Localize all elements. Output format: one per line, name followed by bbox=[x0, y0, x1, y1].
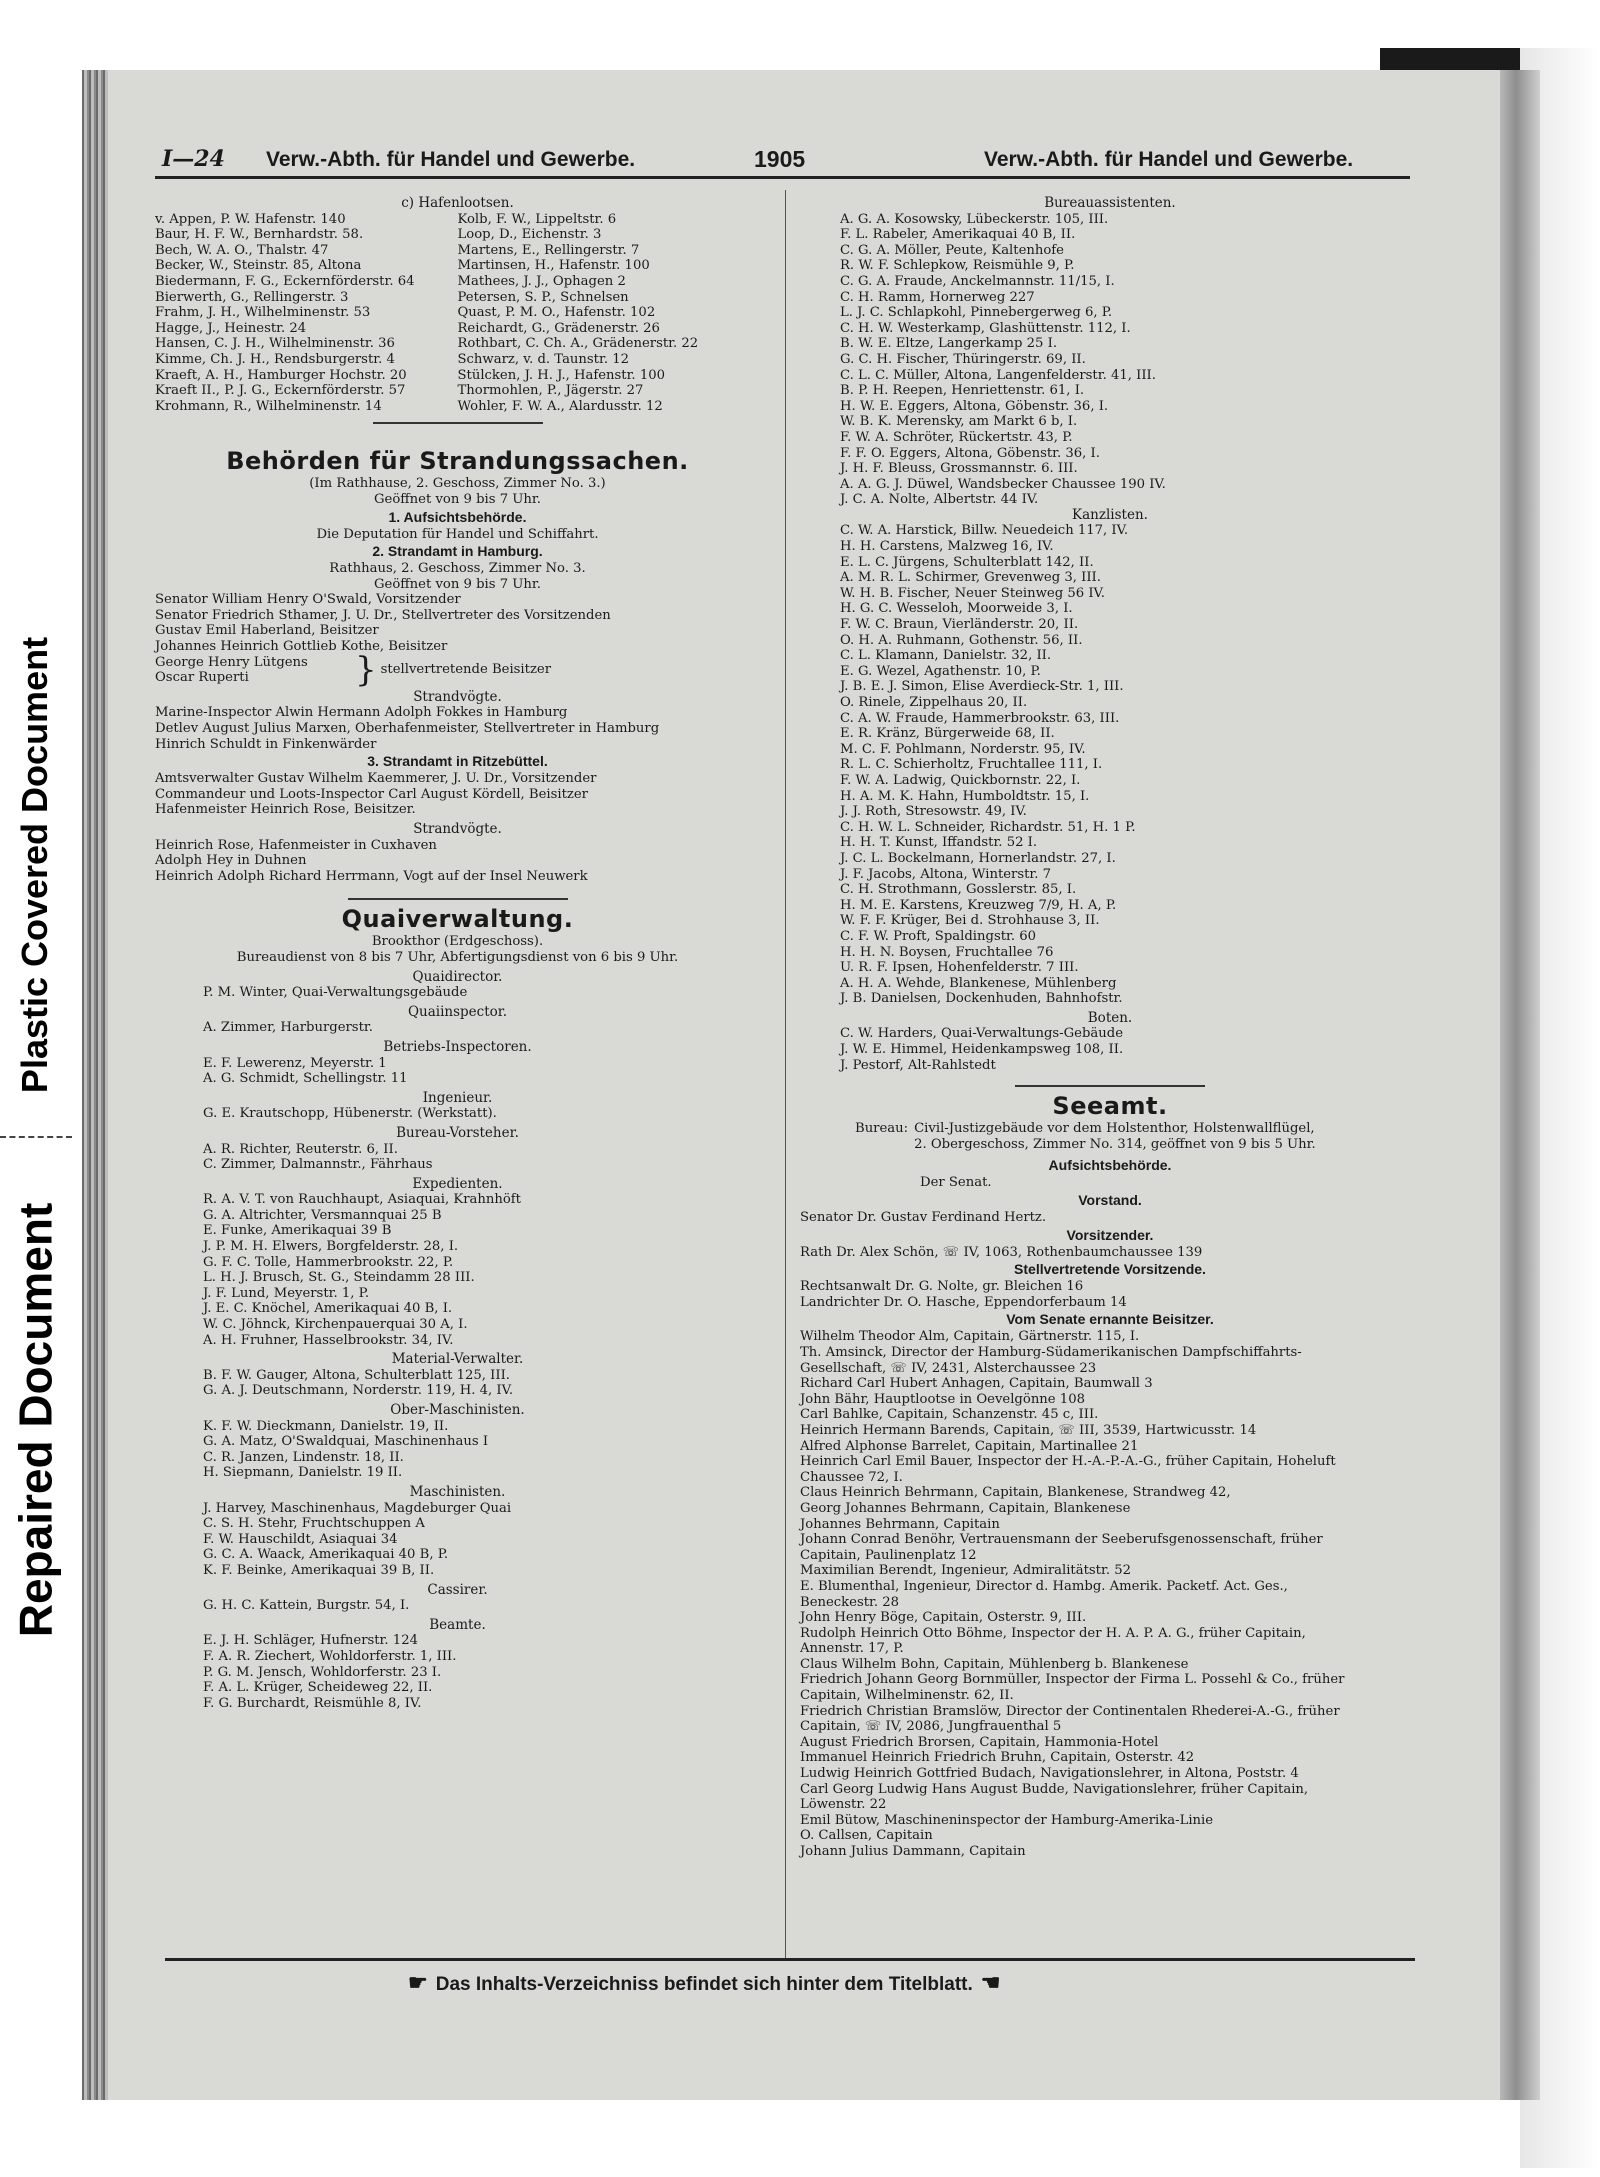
list-item: G. A. Matz, O'Swaldquai, Maschinenhaus I bbox=[203, 1434, 489, 1450]
quai-role-list bbox=[155, 1368, 760, 1399]
list-item: J. Pestorf, Alt-Rahlstedt bbox=[840, 1057, 996, 1073]
list-item: A. G. Schmidt, Schellingstr. 11 bbox=[203, 1071, 408, 1087]
list-item: C. S. H. Stehr, Fruchtschuppen A bbox=[203, 1516, 425, 1532]
list-item: W. H. B. Fischer, Neuer Steinweg 56 IV. bbox=[840, 585, 1105, 601]
list-item: Landrichter Dr. O. Hasche, Eppendorferbaum 14 bbox=[800, 1294, 1127, 1310]
list-item: G. C. A. Waack, Amerikaquai 40 B, P. bbox=[203, 1547, 449, 1563]
list-item: C. L. Klamann, Danielstr. 32, II. bbox=[840, 648, 1052, 664]
strandvoegte-list bbox=[155, 705, 760, 752]
section-rule bbox=[373, 422, 543, 424]
list-item: Bierwerth, G., Rellingerstr. 3 bbox=[155, 289, 349, 305]
strandvoegte2-list bbox=[155, 838, 760, 885]
list-item: Rothbart, C. Ch. A., Grädenerstr. 22 bbox=[457, 336, 699, 352]
list-item: G. A. J. Deutschmann, Norderstr. 119, H. 4, IV. bbox=[203, 1383, 514, 1399]
list-item: John Henry Böge, Capitain, Osterstr. 9, III. bbox=[800, 1610, 1087, 1626]
seeamt-bureau-label: Bureau: bbox=[855, 1121, 909, 1137]
quai-role-heading: Ingenieur. bbox=[422, 1089, 493, 1106]
header-left-title: Verw.-Abth. für Handel und Gewerbe. bbox=[266, 148, 636, 171]
list-item: C. H. W. L. Schneider, Richardstr. 51, H. 1 P. bbox=[840, 819, 1136, 835]
list-item: F. W. A. Schröter, Rückertstr. 43, P. bbox=[840, 429, 1073, 445]
list-item: F. A. L. Krüger, Scheideweg 22, II. bbox=[203, 1680, 433, 1696]
quai-role-list bbox=[155, 985, 760, 1001]
quai-role-list bbox=[155, 1598, 760, 1614]
list-item: H. W. E. Eggers, Altona, Göbenstr. 36, I. bbox=[840, 398, 1109, 414]
list-item: M. C. F. Pohlmann, Norderstr. 95, IV. bbox=[840, 741, 1086, 757]
hamburg-members bbox=[155, 592, 760, 654]
pointing-hand-right-icon: ☛ bbox=[408, 1970, 428, 1995]
vorstand-heading: Vorstand. bbox=[1078, 1192, 1142, 1209]
list-item: Hafenmeister Heinrich Rose, Beisitzer. bbox=[155, 802, 416, 818]
list-item: Th. Amsinck, Director der Hamburg-Südamerikanischen Dampfschiffahrts- bbox=[800, 1345, 1302, 1360]
list-item: O. H. A. Ruhmann, Gothenstr. 56, II. bbox=[840, 632, 1083, 648]
list-item: v. Appen, P. W. Hafenstr. 140 bbox=[155, 211, 346, 227]
list-item: Claus Wilhelm Bohn, Capitain, Mühlenberg b. Blankenese bbox=[800, 1656, 1189, 1672]
list-item: Detlev August Julius Marxen, Oberhafenmeister, Stellvertreter in Hamburg bbox=[155, 721, 660, 737]
footer-rule bbox=[165, 1958, 1415, 1961]
list-item: G. A. Altrichter, Versmannquai 25 B bbox=[203, 1207, 442, 1223]
list-item: Marine-Inspector Alwin Hermann Adolph Fokkes in Hamburg bbox=[155, 705, 568, 721]
list-item: J. C. L. Bockelmann, Hornerlandstr. 27, I. bbox=[840, 850, 1116, 866]
list-item: Carl Bahlke, Capitain, Schanzenstr. 45 c, III. bbox=[800, 1407, 1099, 1423]
list-item: K. F. W. Dieckmann, Danielstr. 19, II. bbox=[203, 1418, 449, 1434]
list-item: Johannes Heinrich Gottlieb Kothe, Beisitzer bbox=[155, 639, 448, 655]
vorsitzender-heading: Vorsitzender. bbox=[1066, 1226, 1154, 1243]
list-item: Hinrich Schuldt in Finkenwärder bbox=[155, 736, 377, 752]
list-item: Capitain, ☏ IV, 2086, Jungfrauenthal 5 bbox=[800, 1719, 1062, 1735]
quai-role-heading: Quaiinspector. bbox=[407, 1003, 508, 1020]
header-rule bbox=[155, 176, 1410, 179]
quai-role-heading: Beamte. bbox=[429, 1616, 486, 1633]
list-item: J. J. Roth, Stresowstr. 49, IV. bbox=[840, 804, 1027, 820]
quai-role-heading: Cassirer. bbox=[427, 1581, 488, 1598]
list-item: Wilhelm Theodor Alm, Capitain, Gärtnerstr. 115, I. bbox=[800, 1329, 1140, 1345]
list-item: Civil-Justizgebäude vor dem Holstenthor, Holstenwallflügel, bbox=[914, 1121, 1315, 1137]
list-item: F. W. A. Ladwig, Quickbornstr. 22, I. bbox=[840, 772, 1081, 788]
list-item: B. F. W. Gauger, Altona, Schulterblatt 125, III. bbox=[203, 1367, 510, 1383]
section-rule bbox=[1015, 1085, 1205, 1087]
list-item: C. R. Janzen, Lindenstr. 18, II. bbox=[203, 1449, 404, 1465]
brace-group bbox=[155, 650, 760, 691]
list-item: Beneckestr. 28 bbox=[800, 1594, 900, 1610]
list-item: Löwenstr. 22 bbox=[800, 1797, 887, 1813]
hafenlootsen-left bbox=[155, 212, 458, 415]
list-item: A. M. R. L. Schirmer, Grevenweg 3, III. bbox=[840, 570, 1101, 586]
list-item: P. M. Winter, Quai-Verwaltungsgebäude bbox=[203, 985, 468, 1001]
quai-hours: Bureaudienst von 8 bis 7 Uhr, Abfertigungsdienst von 6 bis 9 Uhr. bbox=[236, 949, 679, 965]
list-item: F. A. R. Ziechert, Wohldorferstr. 1, III. bbox=[203, 1648, 457, 1664]
list-item: Schwarz, v. d. Taunstr. 12 bbox=[457, 351, 629, 367]
list-item: Oscar Ruperti bbox=[155, 670, 249, 686]
list-item: Senator William Henry O'Swald, Vorsitzender bbox=[155, 592, 461, 608]
page-right-edge bbox=[1500, 70, 1540, 2100]
aufsicht-text: Die Deputation für Handel und Schiffahrt. bbox=[316, 526, 599, 542]
list-item: H. A. M. K. Hahn, Humboldtstr. 15, I. bbox=[840, 788, 1090, 804]
plastic-covered-label: Plastic Covered Document bbox=[14, 636, 56, 1094]
quai-role-list bbox=[155, 1192, 760, 1348]
list-item: A. G. A. Kosowsky, Lübeckerstr. 105, III. bbox=[840, 211, 1109, 227]
list-item: Bech, W. A. O., Thalstr. 47 bbox=[155, 242, 329, 258]
list-item: Petersen, S. P., Schnelsen bbox=[457, 289, 629, 305]
list-item: B. W. E. Eltze, Langerkamp 25 I. bbox=[840, 336, 1058, 352]
list-item: Immanuel Heinrich Friedrich Bruhn, Capitain, Osterstr. 42 bbox=[800, 1750, 1195, 1766]
list-item: Adolph Hey in Duhnen bbox=[155, 853, 307, 869]
list-item: Kimme, Ch. J. H., Rendsburgerstr. 4 bbox=[155, 351, 395, 367]
list-item: Capitain, Paulinenplatz 12 bbox=[800, 1547, 977, 1563]
list-item: J. F. Lund, Meyerstr. 1, P. bbox=[203, 1285, 370, 1301]
list-item: C. G. A. Möller, Peute, Kaltenhofe bbox=[840, 242, 1064, 258]
boten-heading: Boten. bbox=[1087, 1009, 1133, 1026]
stellv-list bbox=[800, 1279, 1420, 1310]
seeamt-aufsicht: Der Senat. bbox=[920, 1175, 992, 1191]
list-item: G. F. C. Tolle, Hammerbrookstr. 22, P. bbox=[203, 1254, 454, 1270]
quai-role-heading: Ober-Maschinisten. bbox=[390, 1402, 525, 1418]
column-divider bbox=[785, 190, 786, 1960]
hamburg-heading: 2. Strandamt in Hamburg. bbox=[372, 543, 543, 560]
list-item: A. R. Richter, Reuterstr. 6, II. bbox=[203, 1141, 398, 1157]
list-item: Richard Carl Hubert Anhagen, Capitain, Baumwall 3 bbox=[800, 1376, 1153, 1392]
list-item: Heinrich Hermann Barends, Capitain, ☏ III, 3539, Hartwicusstr. 14 bbox=[800, 1422, 1257, 1438]
list-item: Senator Friedrich Sthamer, J. U. Dr., Stellvertreter des Vorsitzenden bbox=[155, 607, 611, 623]
list-item: J. E. C. Knöchel, Amerikaquai 40 B, I. bbox=[203, 1301, 453, 1317]
senat-list bbox=[800, 1329, 1420, 1859]
hamburg-hours: Geöffnet von 9 bis 7 Uhr. bbox=[374, 576, 541, 592]
list-item: B. P. H. Reepen, Henriettenstr. 61, I. bbox=[840, 383, 1085, 399]
list-item: Biedermann, F. G., Eckernförderstr. 64 bbox=[155, 273, 415, 289]
list-item: August Friedrich Brorsen, Capitain, Hammonia-Hotel bbox=[800, 1734, 1159, 1750]
list-item: W. C. Jöhnck, Kirchenpauerquai 30 A, I. bbox=[203, 1317, 468, 1333]
list-item: P. G. M. Jensch, Wohldorferstr. 23 I. bbox=[203, 1664, 442, 1680]
list-item: Reichardt, G., Grädenerstr. 26 bbox=[457, 320, 660, 336]
list-item: F. W. C. Braun, Vierländerstr. 20, II. bbox=[840, 617, 1079, 633]
list-item: Mathees, J. J., Ophagen 2 bbox=[457, 273, 626, 289]
list-item: A. Zimmer, Harburgerstr. bbox=[203, 1020, 373, 1036]
list-item: Heinrich Rose, Hafenmeister in Cuxhaven bbox=[155, 837, 437, 853]
senat-heading: Vom Senate ernannte Beisitzer. bbox=[1006, 1311, 1214, 1328]
list-item: C. W. Harders, Quai-Verwaltungs-Gebäude bbox=[840, 1026, 1124, 1042]
vorsitzender-text: Rath Dr. Alex Schön, ☏ IV, 1063, Rothenbaumchaussee 139 bbox=[800, 1244, 1203, 1260]
list-item: F. G. Burchardt, Reismühle 8, IV. bbox=[203, 1695, 422, 1711]
list-item: O. Rinele, Zippelhaus 20, II. bbox=[840, 695, 1028, 710]
list-item: Kraeft II., P. J. G., Eckernförderstr. 57 bbox=[155, 383, 406, 399]
list-item: H. M. E. Karstens, Kreuzweg 7/9, H. A, P. bbox=[840, 897, 1117, 913]
ritze-members bbox=[155, 771, 760, 818]
left-column bbox=[155, 196, 760, 1711]
stellv-heading: Stellvertretende Vorsitzende. bbox=[1014, 1261, 1206, 1278]
list-item: C. Zimmer, Dalmannstr., Fährhaus bbox=[203, 1157, 433, 1173]
hafenlootsen-right bbox=[458, 212, 761, 415]
assistenten-list bbox=[800, 212, 1420, 508]
list-item: Georg Johannes Behrmann, Capitain, Blankenese bbox=[800, 1500, 1131, 1516]
list-item: L. H. J. Brusch, St. G., Steindamm 28 III. bbox=[203, 1270, 475, 1286]
pointing-hand-left-icon: ☚ bbox=[980, 1970, 1001, 1995]
list-item: U. R. F. Ipsen, Hohenfelderstr. 7 III. bbox=[840, 960, 1079, 976]
list-item: Ludwig Heinrich Gottfried Budach, Navigationslehrer, in Altona, Poststr. 4 bbox=[800, 1766, 1299, 1782]
list-item: C. W. A. Harstick, Billw. Neuedeich 117, IV. bbox=[840, 523, 1129, 539]
page-binding-edge bbox=[82, 70, 108, 2100]
list-item: Kraeft, A. H., Hamburger Hochstr. 20 bbox=[155, 367, 407, 383]
list-item: Heinrich Adolph Richard Herrmann, Vogt auf der Insel Neuwerk bbox=[155, 868, 588, 884]
list-item: J. C. A. Nolte, Albertstr. 44 IV. bbox=[840, 492, 1039, 508]
list-item: A. H. A. Wehde, Blankenese, Mühlenberg bbox=[840, 975, 1117, 991]
list-item: Martens, E., Rellingerstr. 7 bbox=[457, 242, 640, 258]
list-item: W. F. F. Krüger, Bei d. Strohhause 3, II. bbox=[840, 913, 1100, 929]
list-item: R. A. V. T. von Rauchhaupt, Asiaquai, Krahnhöft bbox=[203, 1192, 521, 1208]
quai-role-list bbox=[155, 1020, 760, 1036]
list-item: E. Funke, Amerikaquai 39 B bbox=[203, 1223, 392, 1239]
list-item: E. F. Lewerenz, Meyerstr. 1 bbox=[203, 1055, 387, 1071]
list-item: Stülcken, J. H. J., Hafenstr. 100 bbox=[457, 367, 665, 383]
list-item: F. F. O. Eggers, Altona, Göbenstr. 36, I. bbox=[840, 445, 1100, 461]
list-item: C. L. C. Müller, Altona, Langenfelderstr. 41, III. bbox=[840, 367, 1156, 383]
list-item: J. F. Jacobs, Altona, Winterstr. 7 bbox=[840, 866, 1052, 882]
list-item: J. B. Danielsen, Dockenhuden, Bahnhofstr. bbox=[840, 991, 1123, 1007]
list-item: Emil Bütow, Maschineninspector der Hamburg-Amerika-Linie bbox=[800, 1812, 1214, 1828]
footer-note bbox=[400, 1970, 1009, 1996]
list-item: E. J. H. Schläger, Hufnerstr. 124 bbox=[203, 1633, 418, 1649]
list-item: Krohmann, R., Wilhelminenstr. 14 bbox=[155, 398, 382, 414]
list-item: J. Harvey, Maschinenhaus, Magdeburger Quai bbox=[203, 1500, 512, 1516]
list-item: Wohler, F. W. A., Alardusstr. 12 bbox=[457, 398, 663, 414]
right-column bbox=[800, 196, 1420, 1860]
quai-role-list bbox=[155, 1501, 760, 1579]
quai-role-heading: Betriebs-Inspectoren. bbox=[383, 1038, 532, 1055]
footer-text: Das Inhalts-Verzeichniss befindet sich hinter dem Titelblatt. bbox=[435, 1974, 973, 1995]
brace-text: stellvertretende Beisitzer bbox=[380, 662, 552, 678]
list-item: Annenstr. 17, P. bbox=[800, 1641, 904, 1657]
list-item: Alfred Alphonse Barrelet, Capitain, Martinallee 21 bbox=[800, 1438, 1139, 1454]
list-item: Gesellschaft, ☏ IV, 2431, Alsterchaussee 23 bbox=[800, 1360, 1097, 1376]
quai-title: Quaiverwaltung. bbox=[341, 905, 574, 934]
list-item: C. H. Ramm, Hornerweg 227 bbox=[840, 289, 1035, 305]
list-item: Hagge, J., Heinestr. 24 bbox=[155, 320, 307, 336]
list-item: C. F. W. Proft, Spaldingstr. 60 bbox=[840, 928, 1037, 944]
list-item: Friedrich Johann Georg Bornmüller, Inspector der Firma L. Possehl & Co., früher bbox=[800, 1672, 1345, 1688]
list-item: G. H. C. Kattein, Burgstr. 54, I. bbox=[203, 1598, 410, 1614]
list-item: Gustav Emil Haberland, Beisitzer bbox=[155, 623, 379, 639]
section-rule bbox=[348, 898, 568, 900]
quai-location: Brookthor (Erdgeschoss). bbox=[371, 934, 544, 950]
list-item: J. W. E. Himmel, Heidenkampsweg 108, II. bbox=[840, 1042, 1124, 1058]
list-item: H. H. N. Boysen, Fruchtallee 76 bbox=[840, 944, 1054, 960]
quai-role-list bbox=[155, 1056, 760, 1087]
list-item: R. W. F. Schlepkow, Reismühle 9, P. bbox=[840, 258, 1075, 274]
list-item: F. L. Rabeler, Amerikaquai 40 B, II. bbox=[840, 227, 1076, 243]
list-item: George Henry Lütgens bbox=[155, 654, 308, 670]
ritze-heading: 3. Strandamt in Ritzebüttel. bbox=[367, 753, 548, 770]
list-item: H. H. Carstens, Malzweg 16, IV. bbox=[840, 539, 1054, 555]
list-item: Johannes Behrmann, Capitain bbox=[800, 1516, 1000, 1532]
quai-role-list bbox=[155, 1633, 760, 1711]
quai-role-list bbox=[155, 1106, 760, 1122]
list-item: Johann Julius Dammann, Capitain bbox=[800, 1844, 1026, 1859]
seeamt-bureau bbox=[800, 1121, 1420, 1152]
list-item: Rechtsanwalt Dr. G. Nolte, gr. Bleichen 16 bbox=[800, 1279, 1084, 1295]
list-item: Amtsverwalter Gustav Wilhelm Kaemmerer, J. U. Dr., Vorsitzender bbox=[155, 771, 597, 787]
list-item: Capitain, Wilhelminenstr. 62, II. bbox=[800, 1688, 1014, 1704]
list-item: Hansen, C. J. H., Wilhelminenstr. 36 bbox=[155, 336, 395, 352]
list-item: A. H. Fruhner, Hasselbrookstr. 34, IV. bbox=[203, 1332, 454, 1348]
list-item: L. J. C. Schlapkohl, Pinnebergerweg 6, P. bbox=[840, 305, 1113, 321]
list-item: J. B. E. J. Simon, Elise Averdieck-Str. 1, III. bbox=[840, 679, 1124, 695]
list-item: H. Siepmann, Danielstr. 19 II. bbox=[203, 1465, 403, 1481]
list-item: G. C. H. Fischer, Thüringerstr. 69, II. bbox=[840, 351, 1086, 367]
page-header bbox=[162, 142, 1412, 178]
hamburg-location: Rathhaus, 2. Geschoss, Zimmer No. 3. bbox=[329, 561, 586, 577]
adjacent-page-fragment bbox=[1548, 150, 1600, 2050]
list-item: Loop, D., Eichenstr. 3 bbox=[457, 227, 602, 243]
quai-role-list bbox=[155, 1419, 760, 1481]
list-item: G. E. Krautschopp, Hübenerstr. (Werkstatt). bbox=[203, 1106, 497, 1122]
list-item: E. Blumenthal, Ingenieur, Director d. Hambg. Amerik. Packetf. Act. Ges., bbox=[800, 1578, 1288, 1594]
boten-list bbox=[800, 1026, 1420, 1073]
list-item: O. Callsen, Capitain bbox=[800, 1828, 933, 1844]
list-item: Quast, P. M. O., Hafenstr. 102 bbox=[457, 305, 656, 321]
list-item: A. A. G. J. Düwel, Wandsbecker Chaussee 190 IV. bbox=[840, 476, 1166, 492]
list-item: Becker, W., Steinstr. 85, Altona bbox=[155, 258, 362, 274]
list-item: C. G. A. Fraude, Anckelmannstr. 11/15, I. bbox=[840, 273, 1115, 289]
quai-role-heading: Quaidirector. bbox=[412, 968, 503, 985]
seeamt-aufsicht-heading: Aufsichtsbehörde. bbox=[1048, 1157, 1172, 1174]
list-item: 2. Obergeschoss, Zimmer No. 314, geöffnet von 9 bis 5 Uhr. bbox=[914, 1136, 1316, 1152]
vorstand-text: Senator Dr. Gustav Ferdinand Hertz. bbox=[800, 1210, 1047, 1226]
list-item: W. B. K. Merensky, am Markt 6 b, I. bbox=[840, 414, 1078, 430]
aufsicht-heading: 1. Aufsichtsbehörde. bbox=[388, 508, 527, 525]
list-item: Martinsen, H., Hafenstr. 100 bbox=[457, 258, 650, 274]
list-item: Frahm, J. H., Wilhelminenstr. 53 bbox=[155, 305, 371, 321]
list-item: Chaussee 72, I. bbox=[800, 1469, 903, 1485]
list-item: E. R. Kränz, Bürgerweide 68, II. bbox=[840, 726, 1055, 742]
list-item: C. A. W. Fraude, Hammerbrookstr. 63, III. bbox=[840, 710, 1120, 726]
strandung-location: (Im Rathhause, 2. Geschoss, Zimmer No. 3.) bbox=[309, 476, 606, 492]
quai-role-heading: Expedienten. bbox=[412, 1175, 503, 1192]
list-item: C. H. Strothmann, Gosslerstr. 85, I. bbox=[840, 882, 1077, 898]
list-item: Baur, H. F. W., Bernhardstr. 58. bbox=[155, 227, 364, 243]
assistenten-heading: Bureauassistenten. bbox=[1044, 195, 1176, 211]
list-item: Thormohlen, P., Jägerstr. 27 bbox=[457, 383, 644, 399]
list-item: J. H. F. Bleuss, Grossmannstr. 6. III. bbox=[840, 461, 1078, 477]
header-year: 1905 bbox=[754, 146, 806, 172]
quai-role-heading: Maschinisten. bbox=[409, 1483, 506, 1500]
list-item: F. W. Hauschildt, Asiaquai 34 bbox=[203, 1531, 398, 1547]
list-item: K. F. Beinke, Amerikaquai 39 B, II. bbox=[203, 1562, 435, 1578]
list-item: Friedrich Christian Bramslöw, Director der Continentalen Rhederei-A.-G., früher bbox=[800, 1703, 1340, 1719]
hafenlootsen-list bbox=[155, 212, 760, 415]
kanzlisten-heading: Kanzlisten. bbox=[1072, 506, 1148, 523]
quai-role-heading: Bureau-Vorsteher. bbox=[396, 1124, 519, 1141]
list-item: J. P. M. H. Elwers, Borgfelderstr. 28, I. bbox=[203, 1239, 459, 1255]
header-right-title: Verw.-Abth. für Handel und Gewerbe. bbox=[984, 148, 1354, 171]
quai-groups bbox=[155, 970, 760, 1712]
list-item: Carl Georg Ludwig Hans August Budde, Navigationslehrer, früher Capitain, bbox=[800, 1781, 1309, 1797]
list-item: Johann Conrad Benöhr, Vertrauensmann der Seeberufsgenossenschaft, früher bbox=[800, 1532, 1323, 1548]
seeamt-title: Seeamt. bbox=[1052, 1092, 1168, 1121]
list-item: Kolb, F. W., Lippeltstr. 6 bbox=[457, 211, 617, 227]
list-item: H. G. C. Wesseloh, Moorweide 3, I. bbox=[840, 601, 1073, 617]
brace-glyph: } bbox=[355, 650, 377, 691]
list-item: Maximilian Berendt, Ingenieur, Admiralitätstr. 52 bbox=[800, 1563, 1131, 1579]
list-item: Claus Heinrich Behrmann, Capitain, Blankenese, Strandweg 42, bbox=[800, 1485, 1231, 1501]
list-item: Heinrich Carl Emil Bauer, Inspector der H.-A.-P.-A.-G., früher Capitain, Hoheluft bbox=[800, 1454, 1336, 1470]
list-item: E. L. C. Jürgens, Schulterblatt 142, II. bbox=[840, 554, 1094, 570]
list-item: E. G. Wezel, Agathenstr. 10, P. bbox=[840, 663, 1041, 679]
strandung-title: Behörden für Strandungssachen. bbox=[226, 447, 689, 476]
strandung-hours: Geöffnet von 9 bis 7 Uhr. bbox=[374, 491, 541, 507]
list-item: C. H. W. Westerkamp, Glashüttenstr. 112, I. bbox=[840, 320, 1131, 336]
list-item: H. H. T. Kunst, Iffandstr. 52 I. bbox=[840, 835, 1038, 851]
strandvoegte2-heading: Strandvögte. bbox=[413, 821, 502, 837]
list-item: Rudolph Heinrich Otto Böhme, Inspector der H. A. P. A. G., früher Capitain, bbox=[800, 1625, 1306, 1641]
list-item: Commandeur und Loots-Inspector Carl August Kördell, Beisitzer bbox=[155, 786, 588, 802]
list-item: R. L. C. Schierholtz, Fruchtallee 111, I. bbox=[840, 757, 1103, 773]
kanzlisten-list bbox=[800, 523, 1420, 1006]
quai-role-heading: Material-Verwalter. bbox=[391, 1351, 524, 1368]
list-item: John Bähr, Hauptlootse in Oevelgönne 108 bbox=[800, 1391, 1085, 1407]
hafenlootsen-title: c) Hafenlootsen. bbox=[401, 195, 514, 211]
strandvoegte-heading: Strandvögte. bbox=[413, 688, 502, 705]
quai-role-list bbox=[155, 1142, 760, 1173]
page-number: I—24 bbox=[162, 146, 225, 172]
repaired-label: Repaired Document bbox=[9, 1202, 61, 1638]
